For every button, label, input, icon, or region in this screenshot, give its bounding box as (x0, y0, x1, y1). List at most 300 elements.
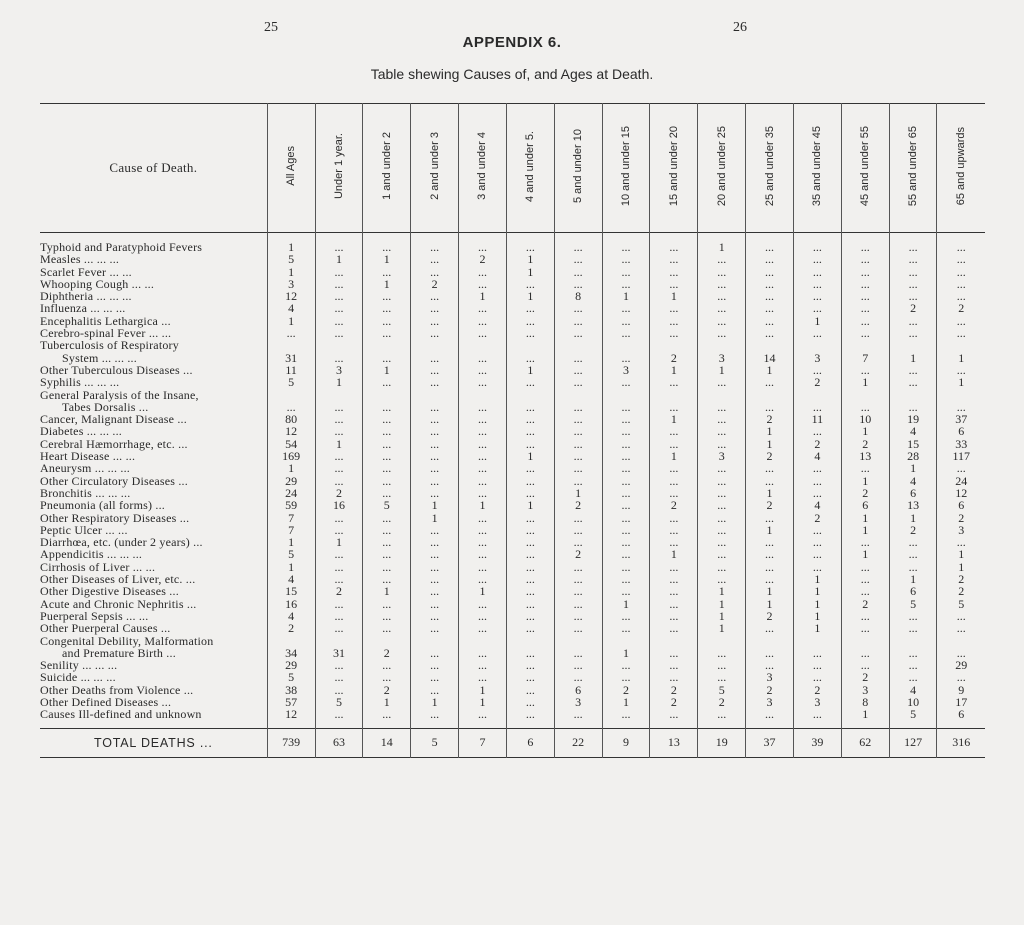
count-cell: ... (411, 450, 459, 462)
count-cell: ... (363, 438, 411, 450)
count-cell: 2 (746, 413, 794, 425)
count-cell (746, 339, 794, 351)
table-row (40, 573, 985, 585)
count-cell: ... (602, 610, 650, 622)
count-cell: 3 (793, 352, 841, 364)
count-cell (841, 339, 889, 351)
count-cell: ... (841, 401, 889, 413)
cause-cell: Tabes Dorsalis ... (62, 399, 149, 414)
count-cell: ... (506, 536, 554, 548)
count-cell: ... (315, 622, 363, 634)
age-column-header-label: 25 and under 35 (763, 125, 776, 207)
count-cell: ... (554, 659, 602, 671)
total-cell: 22 (554, 728, 602, 757)
count-cell: 2 (937, 512, 985, 524)
table-title: Table shewing Causes of, and Ages at Death. (370, 66, 654, 82)
count-cell: ... (363, 425, 411, 437)
age-column-header (602, 104, 650, 233)
count-cell: 1 (554, 487, 602, 499)
count-cell: ... (793, 536, 841, 548)
count-cell: ... (793, 647, 841, 659)
count-cell: ... (602, 561, 650, 573)
age-column-header-label: 15 and under 20 (667, 125, 680, 207)
count-cell: ... (554, 438, 602, 450)
count-cell: ... (698, 708, 746, 728)
count-cell: 2 (363, 684, 411, 696)
count-cell: 1 (315, 253, 363, 265)
count-cell: ... (889, 401, 937, 413)
count-cell: 1 (267, 233, 315, 254)
count-cell: ... (841, 647, 889, 659)
count-cell: ... (841, 327, 889, 339)
count-cell (602, 339, 650, 351)
count-cell: ... (698, 512, 746, 524)
count-cell: ... (411, 487, 459, 499)
count-cell: ... (746, 315, 794, 327)
count-cell: ... (315, 278, 363, 290)
count-cell: ... (746, 266, 794, 278)
count-cell: ... (363, 548, 411, 560)
count-cell: ... (315, 573, 363, 585)
count-cell: ... (841, 462, 889, 474)
cause-cell: Whooping Cough ... ... (40, 276, 155, 291)
count-cell: ... (602, 302, 650, 314)
cause-cell: Cirrhosis of Liver ... ... (40, 559, 156, 574)
count-cell: ... (746, 253, 794, 265)
count-cell: 3 (746, 696, 794, 708)
count-cell: ... (554, 425, 602, 437)
count-cell: ... (602, 536, 650, 548)
cause-cell: Cerebro-spinal Fever ... ... (40, 326, 172, 341)
cause-cell: Cancer, Malignant Disease ... (40, 412, 187, 427)
count-cell: 1 (506, 253, 554, 265)
total-cell: 13 (650, 728, 698, 757)
count-cell: ... (746, 462, 794, 474)
count-cell: ... (889, 253, 937, 265)
count-cell (506, 635, 554, 647)
total-cell: 39 (793, 728, 841, 757)
count-cell: ... (698, 327, 746, 339)
count-cell: 1 (793, 573, 841, 585)
count-cell: ... (554, 253, 602, 265)
count-cell: ... (602, 512, 650, 524)
count-cell: ... (793, 278, 841, 290)
count-cell: 1 (315, 438, 363, 450)
count-cell: 5 (267, 253, 315, 265)
count-cell: 5 (267, 376, 315, 388)
count-cell (793, 339, 841, 351)
count-cell: ... (746, 536, 794, 548)
count-cell: ... (746, 647, 794, 659)
count-cell: 3 (698, 352, 746, 364)
count-cell: ... (698, 253, 746, 265)
count-cell: ... (315, 561, 363, 573)
count-cell: 1 (506, 290, 554, 302)
cause-cell: Acute and Chronic Nephritis ... (40, 596, 197, 611)
count-cell: 2 (841, 598, 889, 610)
count-cell: ... (459, 438, 507, 450)
count-cell: 2 (650, 696, 698, 708)
count-cell: ... (602, 253, 650, 265)
age-column-header-label: 35 and under 45 (811, 125, 824, 207)
count-cell: 1 (841, 425, 889, 437)
count-cell: ... (506, 278, 554, 290)
count-cell: ... (363, 536, 411, 548)
count-cell: ... (411, 425, 459, 437)
total-cell: 19 (698, 728, 746, 757)
count-cell: 1 (267, 266, 315, 278)
count-cell: ... (554, 475, 602, 487)
count-cell (889, 339, 937, 351)
count-cell: ... (315, 425, 363, 437)
age-column-header-label: 3 and under 4 (476, 132, 489, 200)
count-cell (411, 339, 459, 351)
count-cell: ... (411, 438, 459, 450)
count-cell: 1 (650, 290, 698, 302)
count-cell: ... (363, 708, 411, 728)
table-row (40, 266, 985, 278)
count-cell: ... (506, 708, 554, 728)
count-cell: 1 (841, 708, 889, 728)
count-cell: ... (554, 671, 602, 683)
count-cell: 1 (459, 696, 507, 708)
count-cell (698, 339, 746, 351)
count-cell: ... (602, 622, 650, 634)
count-cell: ... (937, 278, 985, 290)
count-cell: ... (363, 315, 411, 327)
count-cell: 2 (650, 352, 698, 364)
count-cell (315, 389, 363, 401)
count-cell: 12 (267, 708, 315, 728)
count-cell: 4 (793, 499, 841, 511)
count-cell: 6 (841, 499, 889, 511)
count-cell: ... (459, 475, 507, 487)
count-cell: ... (793, 327, 841, 339)
count-cell: ... (315, 659, 363, 671)
count-cell: 2 (554, 548, 602, 560)
count-cell: 1 (746, 487, 794, 499)
count-cell: ... (746, 401, 794, 413)
count-cell: 1 (650, 450, 698, 462)
count-cell: 2 (411, 278, 459, 290)
count-cell: ... (315, 708, 363, 728)
count-cell: 5 (889, 708, 937, 728)
count-cell (793, 389, 841, 401)
count-cell: 3 (554, 696, 602, 708)
count-cell: ... (698, 647, 746, 659)
count-cell: 1 (746, 438, 794, 450)
count-cell: ... (937, 536, 985, 548)
count-cell: 1 (363, 585, 411, 597)
count-cell (267, 339, 315, 351)
table-row (40, 585, 985, 597)
count-cell: ... (554, 266, 602, 278)
count-cell: ... (937, 622, 985, 634)
count-cell: 54 (267, 438, 315, 450)
count-cell: 2 (937, 302, 985, 314)
cause-cell: Other Diseases of Liver, etc. ... (40, 572, 196, 587)
count-cell: 1 (267, 561, 315, 573)
total-label: TOTAL DEATHS ... (94, 735, 213, 750)
count-cell: ... (841, 290, 889, 302)
count-cell: 1 (937, 548, 985, 560)
count-cell (602, 635, 650, 647)
count-cell: 80 (267, 413, 315, 425)
cause-cell: Other Respiratory Diseases ... (40, 510, 190, 525)
count-cell: 2 (363, 647, 411, 659)
count-cell: ... (650, 708, 698, 728)
count-cell (459, 389, 507, 401)
count-cell: 1 (602, 598, 650, 610)
count-cell: ... (411, 253, 459, 265)
count-cell: 5 (267, 548, 315, 560)
count-cell: ... (506, 561, 554, 573)
count-cell: ... (315, 475, 363, 487)
count-cell: ... (267, 401, 315, 413)
count-cell: ... (506, 413, 554, 425)
count-cell: ... (746, 327, 794, 339)
count-cell: ... (793, 548, 841, 560)
count-cell: 1 (411, 696, 459, 708)
count-cell: 12 (267, 290, 315, 302)
count-cell (841, 635, 889, 647)
count-cell: 2 (937, 585, 985, 597)
count-cell: ... (746, 233, 794, 254)
count-cell (889, 635, 937, 647)
count-cell: ... (315, 610, 363, 622)
count-cell: ... (889, 266, 937, 278)
table-row (40, 536, 985, 548)
count-cell: ... (363, 671, 411, 683)
age-column-header-label: 4 and under 5. (524, 130, 537, 202)
count-cell: 2 (793, 512, 841, 524)
count-cell (554, 635, 602, 647)
count-cell: ... (506, 659, 554, 671)
count-cell: ... (554, 585, 602, 597)
count-cell: ... (602, 462, 650, 474)
count-cell: 4 (889, 684, 937, 696)
count-cell: ... (315, 401, 363, 413)
table-row (40, 364, 985, 376)
count-cell: 1 (602, 647, 650, 659)
count-cell: ... (889, 671, 937, 683)
table-row (40, 233, 985, 254)
count-cell: 5 (889, 598, 937, 610)
count-cell: ... (698, 462, 746, 474)
count-cell: ... (411, 352, 459, 364)
count-cell: ... (650, 536, 698, 548)
count-cell: ... (459, 573, 507, 585)
cause-cell: Other Puerperal Causes ... (40, 621, 171, 636)
count-cell: ... (841, 659, 889, 671)
count-cell: ... (746, 512, 794, 524)
count-cell: ... (411, 573, 459, 585)
table-row (40, 635, 985, 647)
count-cell: ... (889, 622, 937, 634)
count-cell: ... (937, 462, 985, 474)
count-cell: ... (841, 233, 889, 254)
count-cell: ... (411, 622, 459, 634)
count-cell: ... (363, 475, 411, 487)
total-cell: 63 (315, 728, 363, 757)
count-cell: 2 (793, 684, 841, 696)
count-cell: ... (363, 376, 411, 388)
count-cell: ... (411, 462, 459, 474)
count-cell: ... (602, 524, 650, 536)
count-cell: ... (554, 352, 602, 364)
count-cell: ... (937, 364, 985, 376)
cause-cell: Other Deaths from Violence ... (40, 682, 194, 697)
count-cell: ... (506, 438, 554, 450)
count-cell: ... (459, 278, 507, 290)
count-cell: 2 (698, 696, 746, 708)
count-cell: 5 (315, 696, 363, 708)
count-cell: 5 (937, 598, 985, 610)
count-cell: ... (267, 327, 315, 339)
count-cell: 2 (889, 524, 937, 536)
count-cell: ... (459, 413, 507, 425)
count-cell: ... (746, 561, 794, 573)
total-cell: 7 (459, 728, 507, 757)
count-cell: 1 (698, 622, 746, 634)
count-cell: 1 (459, 290, 507, 302)
count-cell: 1 (746, 598, 794, 610)
table-row (40, 278, 985, 290)
count-cell: 29 (937, 659, 985, 671)
age-column-header-label: 5 and under 10 (572, 128, 585, 203)
table-row (40, 475, 985, 487)
count-cell: 1 (411, 512, 459, 524)
count-cell: ... (650, 266, 698, 278)
cause-cell: Other Circulatory Diseases ... (40, 473, 188, 488)
cause-cell: Syphilis ... ... ... (40, 375, 120, 390)
count-cell: 1 (267, 536, 315, 548)
count-cell: ... (363, 561, 411, 573)
count-cell: 6 (937, 708, 985, 728)
table-row (40, 253, 985, 265)
count-cell: 8 (554, 290, 602, 302)
table-row (40, 659, 985, 671)
count-cell: ... (411, 266, 459, 278)
count-cell: ... (363, 524, 411, 536)
count-cell: 6 (889, 585, 937, 597)
count-cell: ... (363, 450, 411, 462)
count-cell: ... (554, 413, 602, 425)
count-cell: ... (459, 352, 507, 364)
count-cell: 1 (889, 352, 937, 364)
count-cell: 5 (363, 499, 411, 511)
count-cell: 4 (267, 302, 315, 314)
count-cell (459, 339, 507, 351)
count-cell: 2 (937, 573, 985, 585)
table-row (40, 438, 985, 450)
count-cell: ... (650, 376, 698, 388)
count-cell: ... (554, 647, 602, 659)
count-cell: 17 (937, 696, 985, 708)
count-cell: ... (315, 352, 363, 364)
count-cell: ... (650, 253, 698, 265)
count-cell: ... (363, 413, 411, 425)
count-cell: ... (793, 290, 841, 302)
total-cell: 739 (267, 728, 315, 757)
count-cell: 2 (459, 253, 507, 265)
count-cell: ... (650, 302, 698, 314)
cause-cell: Influenza ... ... ... (40, 301, 126, 316)
cause-cell: Other Tuberculous Diseases ... (40, 362, 193, 377)
count-cell: ... (841, 561, 889, 573)
cause-cell: General Paralysis of the Insane, (40, 387, 199, 402)
count-cell: ... (841, 302, 889, 314)
count-cell: ... (554, 376, 602, 388)
count-cell: ... (506, 548, 554, 560)
count-cell: ... (554, 450, 602, 462)
count-cell: ... (363, 512, 411, 524)
count-cell: ... (889, 233, 937, 254)
table-row (40, 598, 985, 610)
count-cell: ... (411, 536, 459, 548)
count-cell: ... (698, 438, 746, 450)
count-cell: ... (937, 266, 985, 278)
count-cell: 12 (937, 487, 985, 499)
cause-cell: Aneurysm ... ... ... (40, 461, 130, 476)
count-cell: ... (459, 401, 507, 413)
count-cell: ... (841, 610, 889, 622)
count-cell: 1 (937, 352, 985, 364)
count-cell: ... (554, 327, 602, 339)
count-cell: 3 (937, 524, 985, 536)
count-cell: ... (602, 233, 650, 254)
count-cell: 15 (267, 585, 315, 597)
count-cell: ... (459, 315, 507, 327)
count-cell: ... (793, 524, 841, 536)
count-cell: ... (698, 290, 746, 302)
count-cell: ... (459, 548, 507, 560)
count-cell: 33 (937, 438, 985, 450)
count-cell: ... (698, 487, 746, 499)
count-cell: ... (650, 512, 698, 524)
count-cell: ... (459, 364, 507, 376)
count-cell: ... (459, 524, 507, 536)
count-cell: ... (411, 684, 459, 696)
count-cell: ... (841, 266, 889, 278)
count-cell: ... (411, 233, 459, 254)
count-cell: ... (459, 536, 507, 548)
count-cell: ... (698, 524, 746, 536)
count-cell: 2 (841, 487, 889, 499)
count-cell: 16 (315, 499, 363, 511)
count-cell: ... (698, 266, 746, 278)
count-cell (315, 339, 363, 351)
cause-cell: Diphtheria ... ... ... (40, 289, 132, 304)
count-cell: ... (411, 327, 459, 339)
count-cell: ... (793, 266, 841, 278)
count-cell: ... (411, 548, 459, 560)
count-cell: ... (602, 266, 650, 278)
cause-cell: Diabetes ... ... ... (40, 424, 122, 439)
count-cell: 1 (698, 364, 746, 376)
count-cell: ... (746, 708, 794, 728)
count-cell: ... (650, 598, 698, 610)
age-column-header (889, 104, 937, 233)
count-cell: 1 (650, 364, 698, 376)
count-cell: 24 (937, 475, 985, 487)
count-cell: ... (602, 401, 650, 413)
count-cell: 10 (841, 413, 889, 425)
count-cell (602, 389, 650, 401)
count-cell: ... (506, 671, 554, 683)
count-cell: ... (459, 450, 507, 462)
count-cell: ... (363, 233, 411, 254)
